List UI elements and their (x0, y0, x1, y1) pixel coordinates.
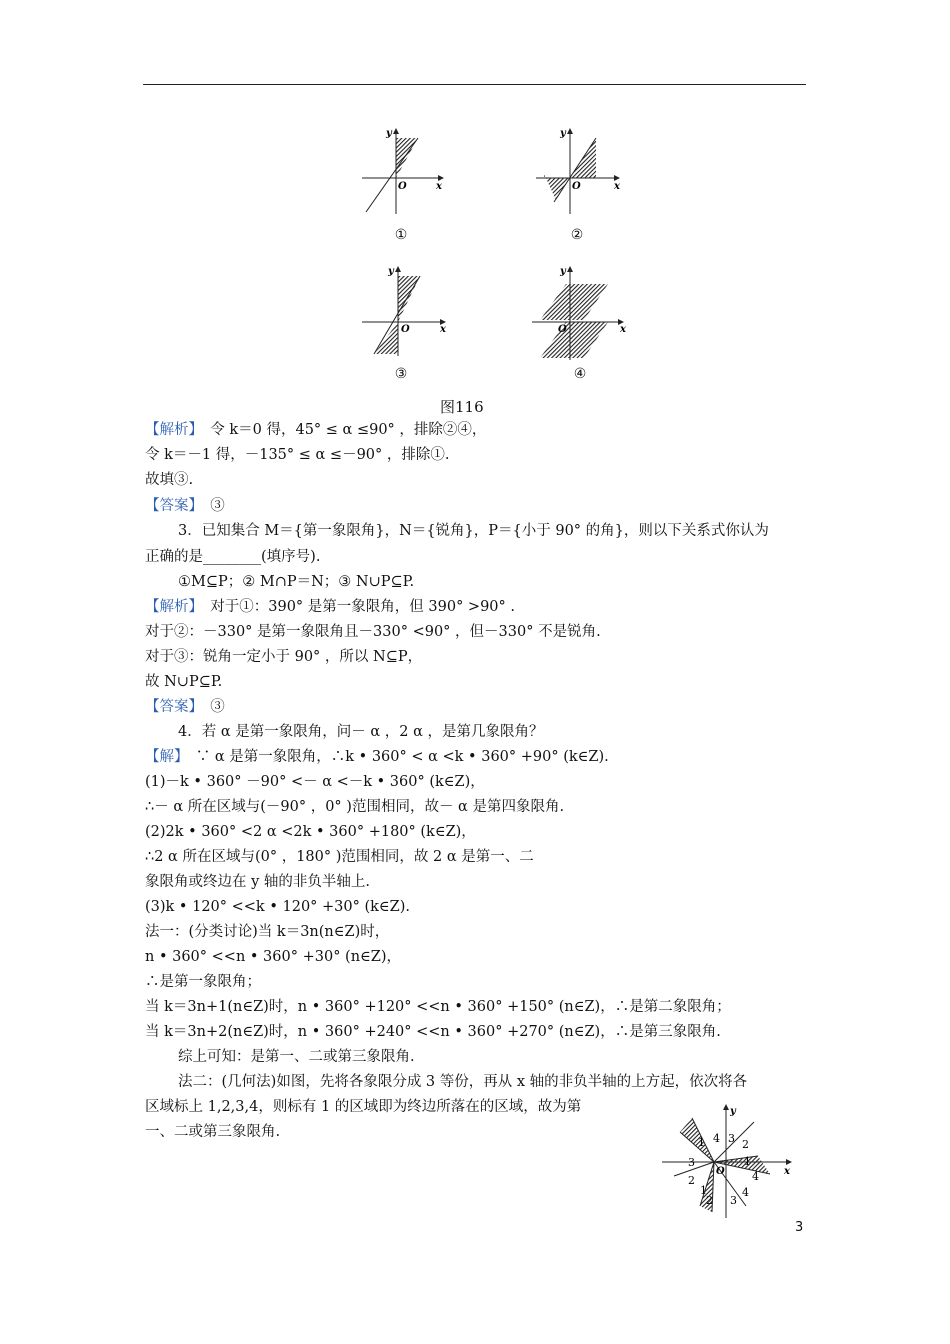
text-line: ∴2 α 所在区域与(0° ，180° )范围相同，故 2 α 是第一、二 (145, 849, 534, 865)
text-line: 区域标上 1,2,3,4，则标有 1 的区域即为终边所落在的区域，故为第 (145, 1099, 582, 1115)
svg-text:4: 4 (752, 1170, 759, 1183)
svg-text:y: y (730, 1106, 736, 1117)
svg-text:2: 2 (742, 1138, 749, 1151)
svg-text:4: 4 (742, 1186, 749, 1199)
sector-figure (658, 1102, 798, 1222)
x-axis-label: x (436, 181, 442, 192)
figure-title: 图116 (440, 398, 484, 416)
answer-tag: 【解析】 (145, 422, 196, 438)
figure-2-label: ② (570, 227, 584, 243)
svg-text:O: O (716, 1166, 725, 1177)
svg-text:3: 3 (688, 1156, 695, 1169)
svg-text:1: 1 (744, 1155, 751, 1168)
answer-tag: 【解析】 (145, 599, 196, 615)
text-line: 【解】 ∵ α 是第一象限角，∴k • 360° < α <k • 360° +90° (k∈Z). (145, 749, 609, 765)
text-line: 【解析】 对于①：390° 是第一象限角，但 390° >90° . (145, 599, 515, 615)
origin-label: O (401, 324, 410, 335)
figure-4 (528, 262, 632, 362)
text-line: 法二：(几何法)如图，先将各象限分成 3 等份，再从 x 轴的非负半轴的上方起，依次将各 (178, 1074, 748, 1090)
page-number: 3 (795, 1220, 804, 1235)
text-line: 对于③：锐角一定小于 90° ，所以 N⊆P， (145, 649, 423, 665)
text-line: 故填③. (145, 472, 194, 488)
text-line: 象限角或终边在 y 轴的非负半轴上. (145, 874, 371, 890)
figure-3-label: ③ (394, 366, 408, 382)
text-line: ∴是第一象限角； (145, 974, 261, 990)
text-line: 【答案】 ③ (145, 699, 225, 715)
svg-text:2: 2 (688, 1174, 695, 1187)
answer-tag: 【答案】 (145, 498, 196, 514)
figure-3 (358, 262, 454, 358)
figure-1-label: ① (394, 227, 408, 243)
answer-tag: 【解】 (145, 749, 182, 765)
question-3: 3．已知集合 M＝{第一象限角}，N＝{锐角}，P＝{小于 90° 的角}，则以下关系式你认为 (178, 523, 769, 539)
origin-label: O (558, 324, 567, 335)
text-line: 故 N∪P⊆P. (145, 674, 223, 690)
text-line: 【答案】 ③ (145, 498, 225, 514)
text-line: 法一：(分类讨论)当 k＝3n(n∈Z)时， (145, 924, 390, 940)
text-line: 令 k＝－1 得，－135° ≤ α ≤－90° ，排除①. (145, 447, 450, 463)
text-line: (2)2k • 360° <2 α <2k • 360° +180° (k∈Z)， (145, 824, 476, 840)
origin-label: O (572, 181, 581, 192)
origin-label: O (398, 181, 407, 192)
header-rule (143, 84, 806, 85)
text-line: 当 k＝3n+1(n∈Z)时，n • 360° +120° <<n • 360° +150° (n∈Z)，∴是第二象限角； (145, 999, 731, 1015)
text-line: 综上可知：是第一、二或第三象限角. (178, 1049, 415, 1065)
text-line: (3)k • 120° <<k • 120° +30° (k∈Z). (145, 899, 411, 915)
y-axis-label: y (560, 266, 566, 277)
x-axis-label: x (614, 181, 620, 192)
y-axis-label: y (560, 128, 566, 139)
figure-2 (530, 126, 630, 218)
answer-tag: 【答案】 (145, 699, 196, 715)
svg-text:1: 1 (698, 1136, 705, 1149)
text-line: 正确的是________(填序号). (145, 549, 321, 565)
figure-4-label: ④ (573, 366, 587, 382)
svg-text:3: 3 (728, 1132, 735, 1145)
svg-text:3: 3 (730, 1194, 737, 1207)
text-line: 【解析】 令 k＝0 得，45° ≤ α ≤90° ，排除②④， (145, 422, 487, 438)
text-line: 对于②：－330° 是第一象限角且－330° <90° ，但－330° 不是锐角. (145, 624, 601, 640)
svg-text:1: 1 (700, 1184, 707, 1197)
svg-text:4: 4 (713, 1132, 720, 1145)
text-line: (1)－k • 360° －90° <－ α <－k • 360° (k∈Z)， (145, 774, 485, 790)
figure-1 (358, 126, 454, 218)
text-line: ∴－ α 所在区域与(－90° ，0° )范围相同，故－ α 是第四象限角. (145, 799, 565, 815)
text-line: ①M⊆P；② M∩P＝N；③ N∪P⊆P. (178, 574, 415, 590)
x-axis-label: x (440, 324, 446, 335)
text-line: n • 360° <<n • 360° +30° (n∈Z)， (145, 949, 402, 965)
y-axis-label: y (388, 266, 394, 277)
svg-text:2: 2 (706, 1194, 713, 1207)
text-line: 当 k＝3n+2(n∈Z)时，n • 360° +240° <<n • 360° +270° (n∈Z)，∴是第三象限角. (145, 1024, 721, 1040)
text-line: 一、二或第三象限角. (145, 1124, 281, 1140)
x-axis-label: x (620, 324, 626, 335)
y-axis-label: y (386, 128, 392, 139)
question-4: 4．若 α 是第一象限角，问－ α ，2 α ，是第几象限角？ (178, 724, 544, 740)
svg-text:x: x (784, 1166, 790, 1177)
